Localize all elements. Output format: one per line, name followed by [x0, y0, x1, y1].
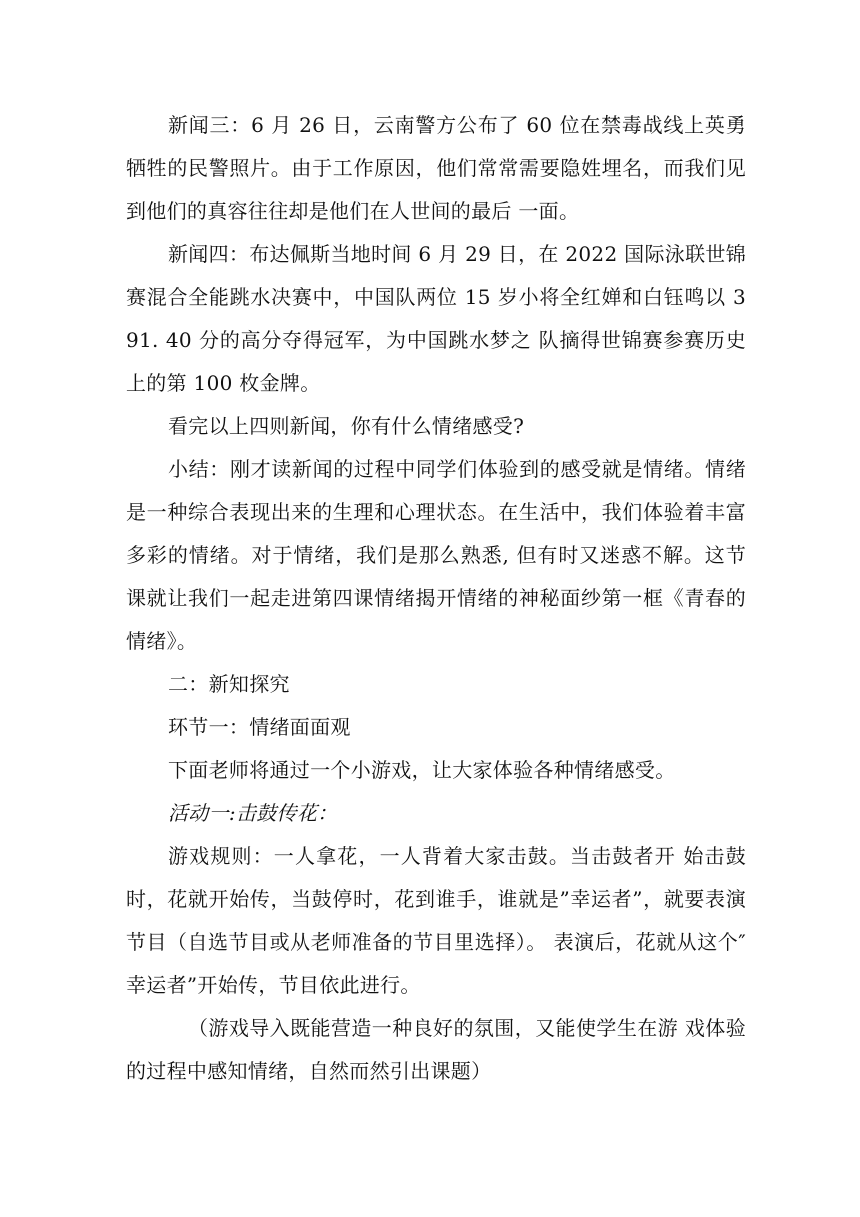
paragraph-news-three: 新闻三：6 月 26 日，云南警方公布了 60 位在禁毒战线上英勇牺牲的民警照片。由于工作原因，他们常常需要隐姓埋名，而我们见到他们的真容往往却是他们在人世间的最后 一面。	[126, 113, 746, 223]
heading-activity-one: 活动一:击鼓传花：	[168, 801, 338, 825]
paragraph-summary: 小结：刚才读新闻的过程中同学们体验到的感受就是情绪。情绪是一种综合表现出来的生理和心理状态。在生活中，我们体验着丰富多彩的情绪。对于情绪，我们是那么熟悉, 但有时又迷惑不解。这节课就让我们一起走进第四课情绪揭开情绪的神秘面纱第一框《青春的情绪》。	[126, 457, 746, 653]
paragraph-question: 看完以上四则新闻，你有什么情绪感受?	[168, 414, 525, 438]
heading-new-knowledge: 二：新知探究	[168, 672, 290, 696]
document-body	[126, 104, 746, 1093]
paragraph-news-four: 新闻四：布达佩斯当地时间 6 月 29 日，在 2022 国际泳联世锦赛混合全能跳水决赛中，中国队两位 15 岁小将全红婵和白钰鸣以 391. 40 分的高分夺得冠军，为中国跳水梦之 队摘得世锦赛参赛历史上的第 100 枚金牌。	[126, 242, 746, 395]
paragraph-game-intro: 下面老师将通过一个小游戏，让大家体验各种情绪感受。	[168, 758, 676, 782]
paragraph-game-rules: 游戏规则：一人拿花，一人背着大家击鼓。当击鼓者开 始击鼓时，花就开始传，当鼓停时，花到谁手，谁就是”幸运者”，就要表演节目（自选节目或从老师准备的节目里选择）。 表演后，花就从这个″幸运者”开始传，节目依此进行。	[126, 844, 746, 997]
heading-step-one: 环节一：情绪面面观	[168, 715, 351, 739]
paragraph-design-note: （游戏导入既能营造一种良好的氛围，又能使学生在游 戏体验的过程中感知情绪，自然而然引出课题）	[126, 1016, 746, 1083]
